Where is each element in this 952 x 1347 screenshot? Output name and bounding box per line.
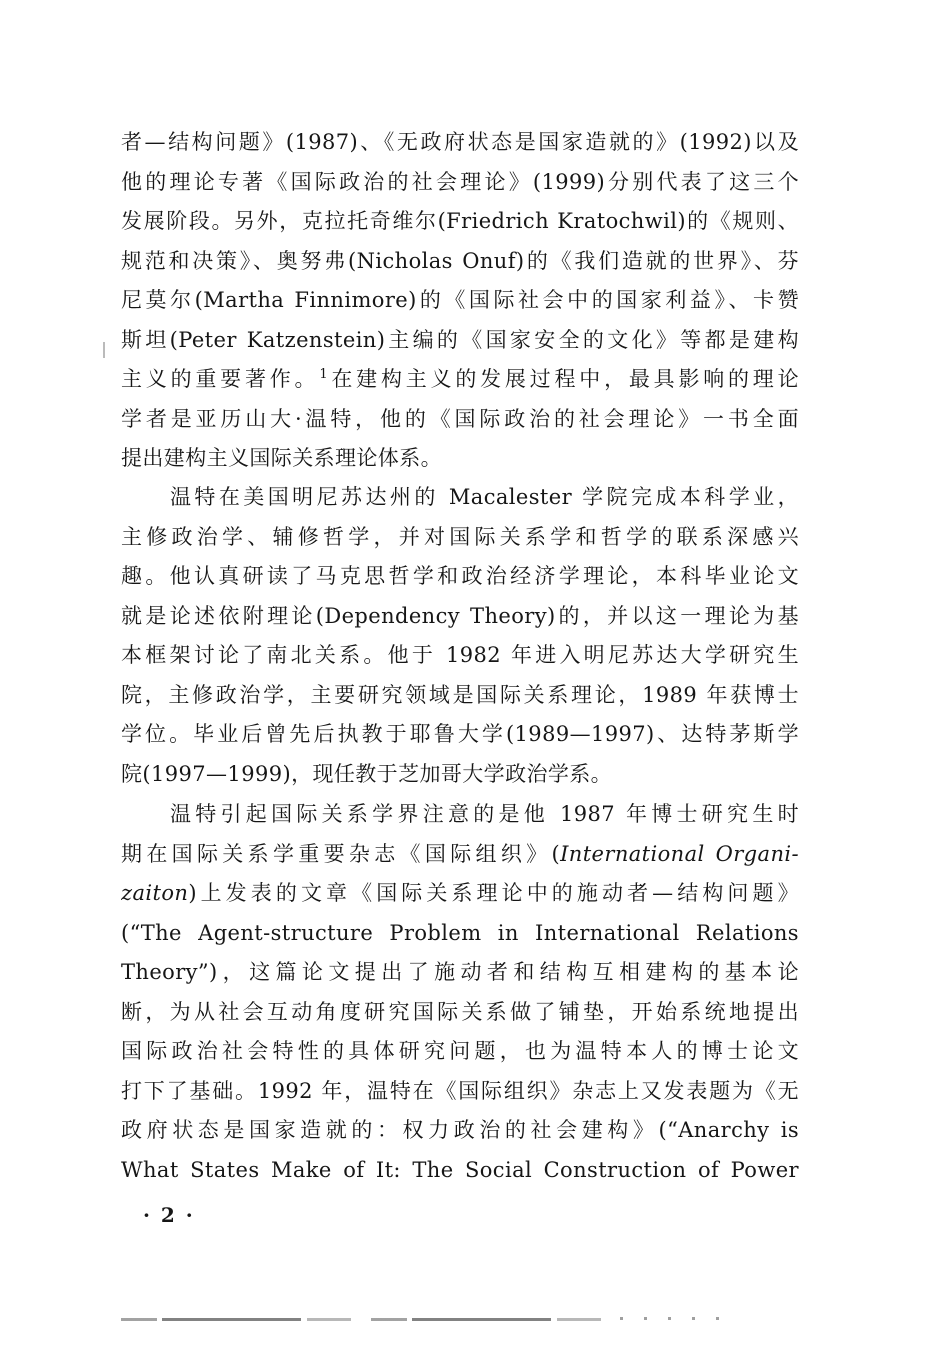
scan-artifact-line xyxy=(121,1318,601,1321)
scan-artifact-dots xyxy=(620,1317,740,1320)
text-line: 学位。毕业后曾先后执教于耶鲁大学(1989—1997)、达特茅斯学 xyxy=(121,722,799,746)
text-line: What States Make of It: The Social Construction of Power xyxy=(121,1157,799,1182)
text-line: 斯坦(Peter Katzenstein)主编的《国家安全的文化》等都是建构 xyxy=(121,327,799,352)
text-segment: )上发表的文章《国际关系理论中的施动者—结构问题》 xyxy=(188,881,799,905)
text-segment: 期在国际关系学重要杂志《国际组织》( xyxy=(121,841,561,866)
text-line: 发展阶段。另外，克拉托奇维尔(Friedrich Kratochwil)的《规则、 xyxy=(121,209,799,233)
text-line: 温特在美国明尼苏达州的 Macalester 学院完成本科学业， xyxy=(170,485,799,509)
text-line xyxy=(121,874,799,914)
text-line: 打下了基础。1992 年，温特在《国际组织》杂志上又发表题为《无 xyxy=(121,1078,799,1103)
text-segment: 在建构主义的发展过程中，最具影响的理论 xyxy=(328,367,799,391)
text-line: 断，为从社会互动角度研究国际关系做了铺垫，开始系统地提出 xyxy=(121,999,799,1024)
text-line: 国际政治社会特性的具体研究问题，也为温特本人的博士论文 xyxy=(121,1039,799,1063)
text-line: 本框架讨论了南北关系。他于 1982 年进入明尼苏达大学研究生 xyxy=(121,643,799,667)
page-number: · 2 · xyxy=(143,1203,195,1227)
text-line: 温特引起国际关系学界注意的是他 1987 年博士研究生时 xyxy=(170,802,799,826)
text-line xyxy=(121,360,799,400)
text-line: 者—结构问题》(1987)、《无政府状态是国家造就的》(1992)以及 xyxy=(121,130,799,154)
text-line: 提出建构主义国际关系理论体系。 xyxy=(121,446,442,470)
text-line: 主修政治学、辅修哲学，并对国际关系学和哲学的联系深感兴 xyxy=(121,524,799,549)
journal-title-italic: zaiton xyxy=(121,881,189,905)
paragraph-1 xyxy=(121,123,799,479)
text-line: 就是论述依附理论(Dependency Theory)的，并以这一理论为基 xyxy=(121,603,799,628)
text-line: Theory”)，这篇论文提出了施动者和结构互相建构的基本论 xyxy=(121,960,799,984)
journal-title-italic: International Organi- xyxy=(560,841,799,866)
text-line: 院(1997—1999)，现任教于芝加哥大学政治学系。 xyxy=(121,761,613,786)
text-line: 规范和决策》、奥努弗(Nicholas Onuf)的《我们造就的世界》、芬 xyxy=(121,248,799,273)
paragraph-2 xyxy=(121,478,799,794)
text-line: 尼莫尔(Martha Finnimore)的《国际社会中的国家利益》、卡赞 xyxy=(121,288,799,312)
text-line: 院，主修政治学，主要研究领域是国际关系理论，1989 年获博士 xyxy=(121,682,799,707)
text-line: (“The Agent-structure Problem in International Relations xyxy=(121,920,799,945)
footnote-marker: 1 xyxy=(319,367,328,382)
text-line xyxy=(121,835,799,875)
text-line: 学者是亚历山大·温特，他的《国际政治的社会理论》一书全面 xyxy=(121,406,799,431)
paragraph-3 xyxy=(121,795,799,1190)
text-line: 趣。他认真研读了马克思哲学和政治经济学理论，本科毕业论文 xyxy=(121,564,799,588)
text-line: 他的理论专著《国际政治的社会理论》(1999)分别代表了这三个 xyxy=(121,169,799,194)
text-segment: 主义的重要著作。 xyxy=(121,367,320,391)
text-line: 政府状态是国家造就的：权力政治的社会建构》(“Anarchy is xyxy=(121,1118,799,1142)
scan-margin-mark xyxy=(103,342,105,358)
